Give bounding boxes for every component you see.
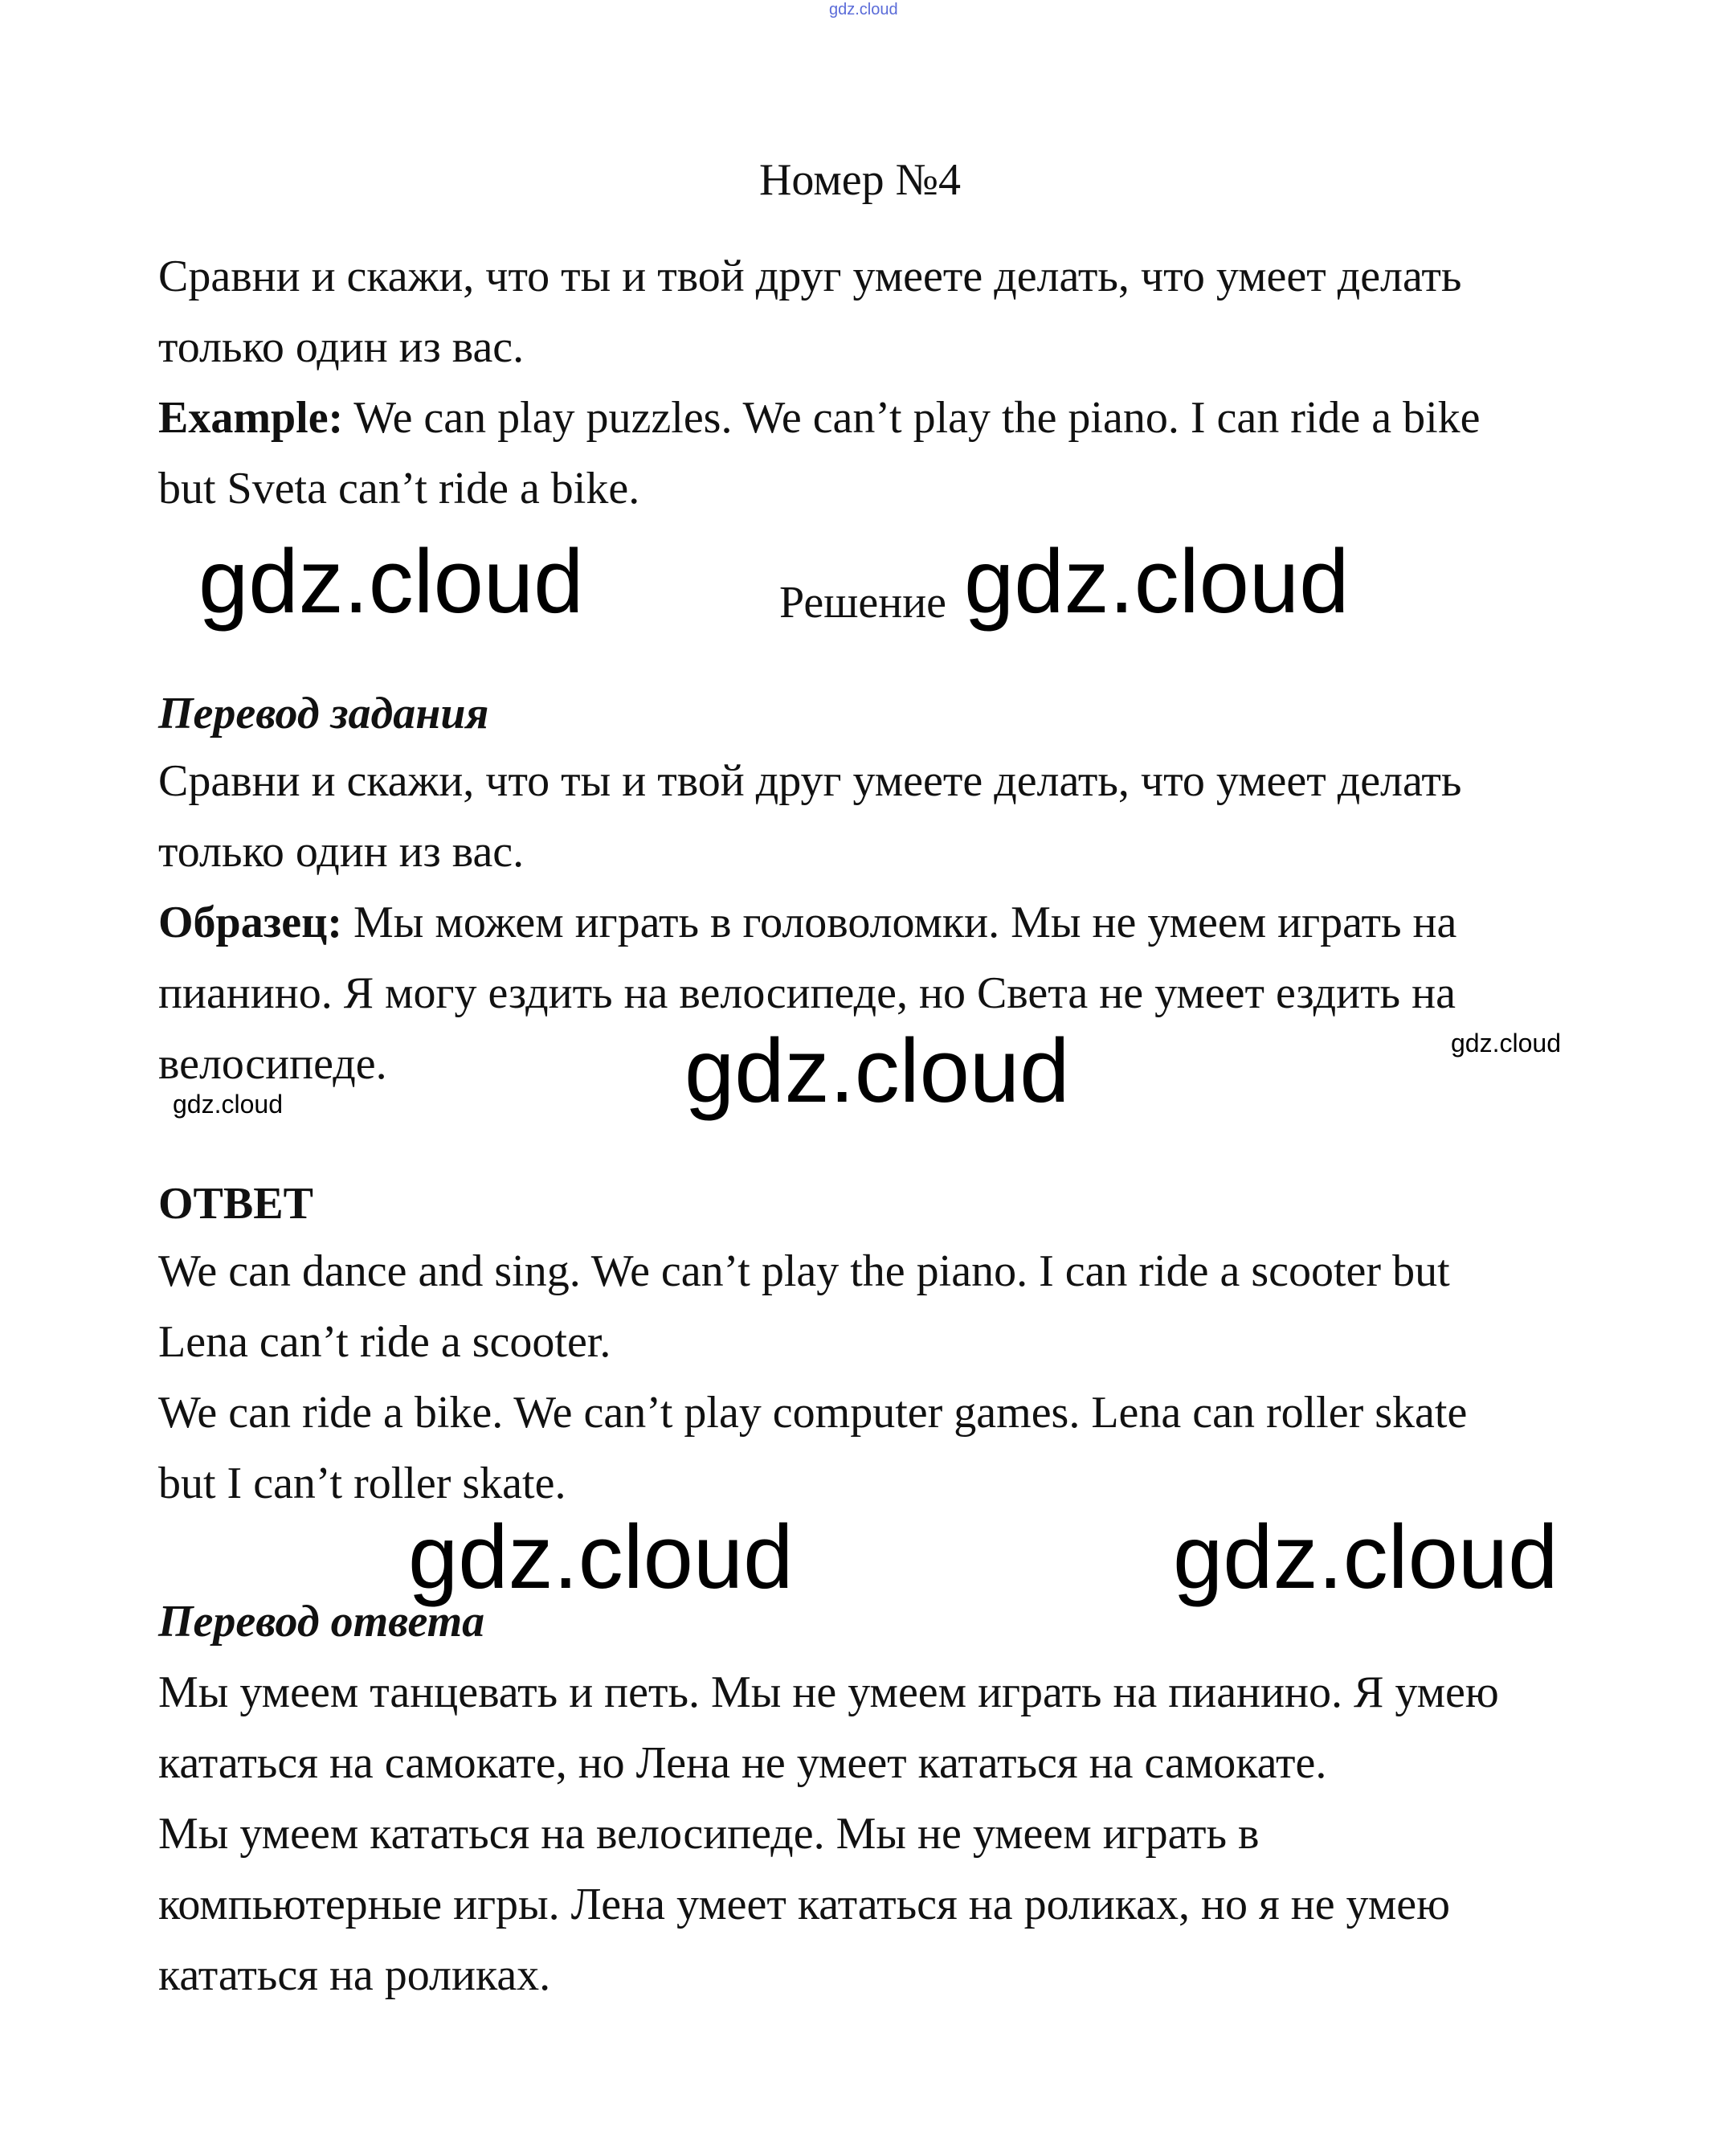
watermark-small: gdz.cloud [1451, 1029, 1561, 1058]
translation-sample-line-3: велосипеде. [158, 1039, 387, 1089]
answer-translation-line-1: Мы умеем танцевать и петь. Мы не умеем играть на пианино. Я умею [158, 1667, 1499, 1717]
page-title: Номер №4 [758, 155, 962, 205]
watermark-large: gdz.cloud [408, 1507, 794, 1607]
answer-line-2: Lena can’t ride a scooter. [158, 1317, 611, 1367]
watermark-large: gdz.cloud [198, 531, 584, 632]
solution-label: Решение [779, 578, 947, 628]
answer-translation-line-2: кататься на самокате, но Лена не умеет кататься на самокате. [158, 1738, 1327, 1788]
watermark-large: gdz.cloud [964, 531, 1350, 632]
answer-translation-line-5: кататься на роликах. [158, 1950, 551, 2000]
task-line-1: Сравни и скажи, что ты и твой друг умеете делать, что умеет делать [158, 252, 1462, 301]
translation-line-2: только один из вас. [158, 827, 525, 877]
example-text-1: We can play puzzles. We can’t play the piano. I can ride a bike [343, 393, 1481, 443]
task-line-2: только один из вас. [158, 322, 525, 372]
answer-line-1: We can dance and sing. We can’t play the piano. I can ride a scooter but [158, 1246, 1450, 1296]
answer-translation-heading: Перевод ответа [158, 1597, 485, 1647]
sample-text-1: Мы можем играть в головоломки. Мы не умеем играть на [341, 898, 1457, 947]
watermark-large: gdz.cloud [684, 1021, 1070, 1121]
answer-line-4: but I can’t roller skate. [158, 1458, 566, 1508]
watermark-small: gdz.cloud [173, 1090, 283, 1119]
sample-label: Образец: [158, 898, 342, 947]
task-example-line-2: but Sveta can’t ride a bike. [158, 464, 640, 513]
translation-sample-line-2: пианино. Я могу ездить на велосипеде, но Света не умеет ездить на [158, 968, 1456, 1018]
translation-sample-line-1 [158, 900, 1456, 945]
example-label: Example: [158, 393, 344, 443]
answer-translation-line-4: компьютерные игры. Лена умеет кататься на роликах, но я не умею [158, 1880, 1450, 1929]
watermark-top: gdz.cloud [829, 1, 898, 18]
task-example-line-1 [158, 393, 1481, 443]
answer-translation-line-3: Мы умеем кататься на велосипеде. Мы не умеем играть в [158, 1809, 1260, 1859]
answer-heading: ОТВЕТ [158, 1179, 313, 1229]
watermark-large: gdz.cloud [1173, 1507, 1559, 1607]
translation-heading: Перевод задания [158, 689, 489, 738]
answer-line-3: We can ride a bike. We can’t play computer games. Lena can roller skate [158, 1388, 1468, 1438]
translation-line-1: Сравни и скажи, что ты и твой друг умеете делать, что умеет делать [158, 756, 1462, 806]
